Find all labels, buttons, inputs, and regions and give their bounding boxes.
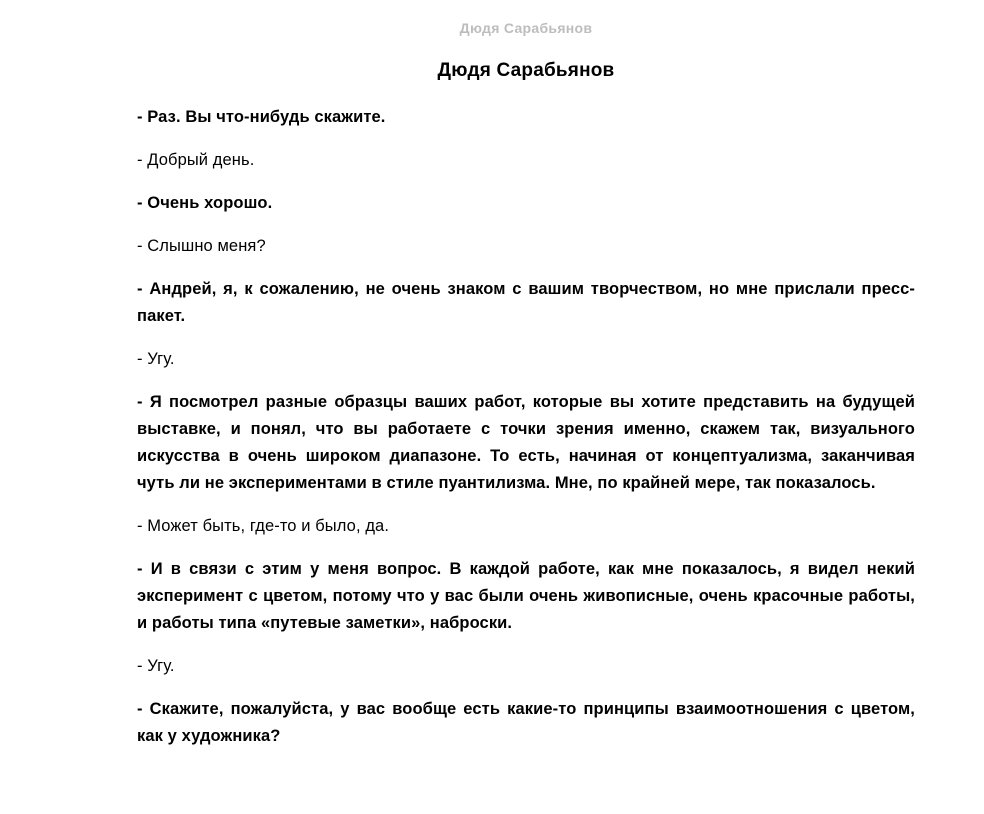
dialogue-paragraph: - Угу. <box>137 657 175 675</box>
document-content <box>137 0 915 750</box>
dialogue-paragraph: - Очень хорошо. <box>137 194 273 212</box>
running-header-title: Дюдя Сарабьянов <box>459 20 593 36</box>
dialogue-paragraph: - Скажите, пожалуйста, у вас вообще есть какие-то принципы взаимоотношения с цветом, как у художника? <box>137 700 915 745</box>
dialogue-paragraph: - Угу. <box>137 350 175 368</box>
dialogue-paragraph: - Андрей, я, к сожалению, не очень знаком с вашим творчеством, но мне прислали пресс-пакет. <box>137 280 915 325</box>
dialogue-paragraph: - Добрый день. <box>137 151 255 169</box>
dialogue-paragraph: - Слышно меня? <box>137 237 266 255</box>
dialogue-paragraph: - Может быть, где-то и было, да. <box>137 517 390 535</box>
dialogue-paragraph: - И в связи с этим у меня вопрос. В каждой работе, как мне показалось, я видел некий эксперимент с цветом, потому что у вас были очень живописные, очень красочные работы, и работы типа «путевые заметки», наброски. <box>137 560 915 632</box>
dialogue-paragraph: - Раз. Вы что-нибудь скажите. <box>137 108 386 126</box>
dialogue-paragraph: - Я посмотрел разные образцы ваших работ, которые вы хотите представить на будущей выставке, и понял, что вы работаете с точки зрения именно, скажем так, визуального искусства в очень широком диапазоне. То есть, начиная от концептуализма, заканчивая чуть ли не экспериментами в стиле пуантилизма. Мне, по крайней мере, так показалось. <box>137 393 915 492</box>
dialogue-container <box>137 104 915 750</box>
page-title: Дюдя Сарабьянов <box>437 60 615 81</box>
